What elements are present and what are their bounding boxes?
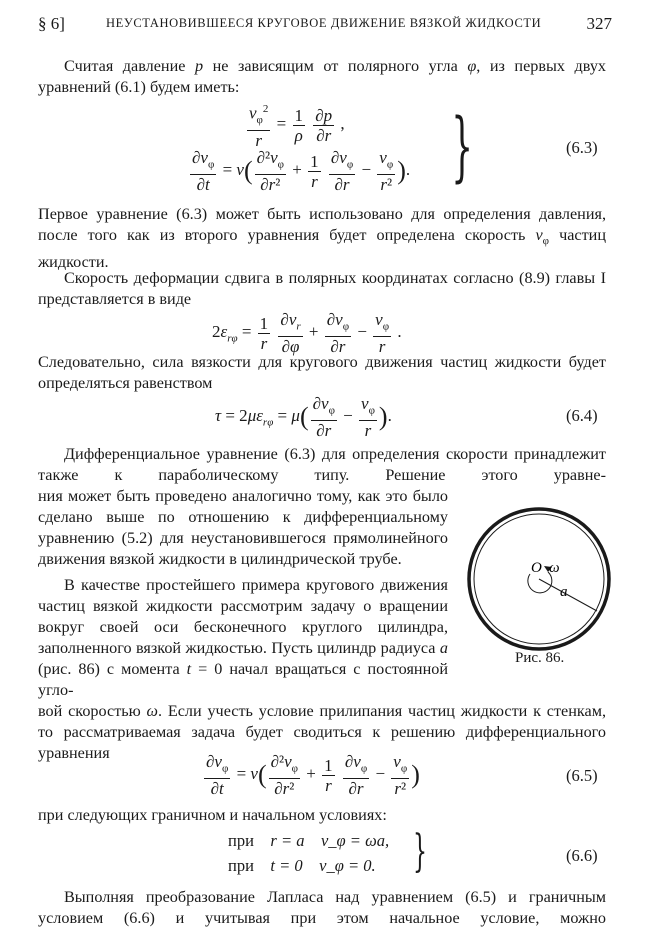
equation-6-6-label: (6.6) bbox=[566, 846, 598, 865]
condition-1 bbox=[228, 831, 389, 851]
equation-6-3-label: (6.3) bbox=[566, 138, 598, 157]
condition-2 bbox=[228, 856, 376, 876]
paragraph-6-full: вой скоростью ω. Если учесть условие прилипания частиц жидкости к стенкам, то рассматриваемая задача будет сводиться к решению дифференциального уравнения bbox=[38, 702, 606, 762]
equation-6-5-label: (6.5) bbox=[566, 766, 598, 785]
condition-1-word: при bbox=[228, 831, 254, 850]
running-title: НЕУСТАНОВИВШЕЕСЯ КРУГОВОЕ ДВИЖЕНИЕ ВЯЗКОЙ ЖИДКОСТИ bbox=[106, 16, 542, 30]
page-number: 327 bbox=[586, 14, 612, 33]
figure-86-cylinder bbox=[460, 504, 618, 654]
equation-6-4-label: (6.4) bbox=[566, 406, 598, 425]
strain-rate-equation: $2\varepsilon_{r\varphi}$ = $\frac{1}{r}$ $\frac{\partial v_r}{\partial\varphi}$ + $\frac{\partial v_\varphi}{\partial r}$ − $\frac{v_\varphi}{r}$ . bbox=[212, 310, 402, 357]
equation-6-3-line-2: $\frac{\partial v_\varphi}{\partial t}$ = ν( $\frac{\partial^2v_\varphi}{\text{∂r²}}$ + $\frac{1}{r}$ $\frac{\partial v_\varphi}{\partial r}$ − $\frac{v_\varphi}{\text{r²}}$ ). bbox=[192, 148, 411, 195]
paragraph-6-narrow: В качестве простейшего примера кругового движения частиц вязкой жидкости рассмотрим задачу о вращении вокруг своей оси бесконечного круглого цилиндра, заполненного вязкой жидкостью. Пусть цилиндр радиуса a (рис. 86) с момента t = 0 начал вращаться с постоянной угло- bbox=[38, 576, 448, 699]
condition-1-rhs: v_φ = ωa, bbox=[320, 831, 390, 850]
condition-2-lhs: t = 0 bbox=[270, 856, 303, 875]
condition-2-word: при bbox=[228, 856, 254, 875]
running-header bbox=[38, 14, 612, 38]
section-number: § 6] bbox=[38, 14, 65, 33]
radius-label: a bbox=[560, 584, 568, 600]
equation-6-5: $\frac{\partial v_\varphi}{\partial t}$ = ν( $\frac{\partial^2v_\varphi}{\text{∂r²}}$ + $\frac{1}{r}$ $\frac{\partial v_\varphi}{\partial r}$ − $\frac{v_\varphi}{\text{r²}}$ ) bbox=[206, 752, 420, 799]
equation-6-4: $\tau = 2\mu\varepsilon_{r\varphi} = \mu$( $\frac{\partial v_\varphi}{\partial r}$ − $\frac{v_\varphi}{r}$ ). bbox=[215, 394, 392, 441]
omega-label: ω bbox=[549, 560, 560, 576]
paragraph-1: Считая давление p не зависящим от полярного угла φ, из первых двух уравнений (6.1) будем иметь: bbox=[38, 57, 607, 96]
paragraph-5-full: Дифференциальное уравнение (6.3) для определения скорости принадлежит также к параболическому типу. Решение этого уравне- bbox=[38, 445, 606, 484]
equation-brace: } bbox=[451, 101, 474, 190]
paragraph-4: Следовательно, сила вязкости для кругового движения частиц жидкости будет определяться равенством bbox=[38, 353, 606, 392]
paragraph-7: при следующих граничном и начальном условиях: bbox=[38, 806, 387, 824]
paragraph-3: Скорость деформации сдвига в полярных координатах согласно (8.9) главы I представляется в виде bbox=[38, 269, 606, 308]
conditions-brace: } bbox=[413, 826, 427, 877]
figure-caption: Рис. 86. bbox=[515, 650, 565, 666]
paragraph-5-narrow: ния может быть проведено аналогично тому, как это было сделано выше по отношению к дифференциальному уравнению (5.2) для неустановившегося прямолинейного движения вязкой жидкости в цилиндрической трубе. bbox=[38, 487, 448, 568]
equation-6-3-line-1: $\frac{v_\varphi^2}{r}$ = $\frac{1}{\rho}$ $\frac{\partial p}{\partial r}$ , bbox=[245, 100, 345, 150]
condition-2-rhs: v_φ = 0. bbox=[319, 856, 376, 875]
radius-line bbox=[539, 579, 597, 611]
condition-1-lhs: r = a bbox=[270, 831, 305, 850]
paragraph-8: Выполняя преобразование Лапласа над уравнением (6.5) и граничным условием (6.6) и учитывая при этом начальное условие, можно bbox=[38, 888, 606, 927]
center-label: O bbox=[531, 560, 542, 576]
paragraph-2: Первое уравнение (6.3) может быть использовано для определения давления, после того как из второго уравнения будет определена скорость $v_\varphi$ частиц жидкости. bbox=[38, 205, 606, 272]
